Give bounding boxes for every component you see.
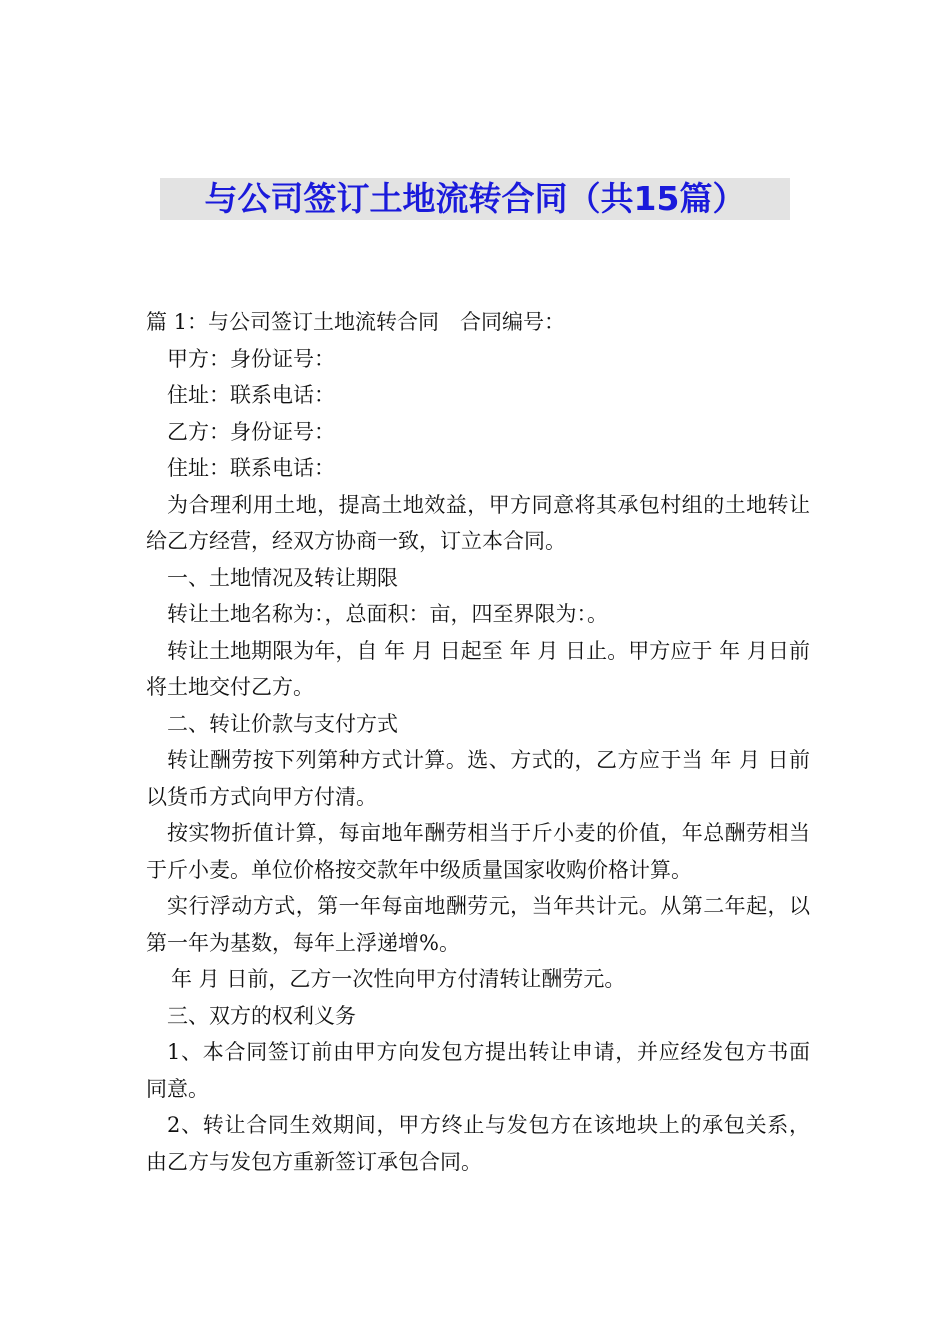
paragraph: 实行浮动方式，第一年每亩地酬劳元，当年共计元。从第二年起，以第一年为基数，每年上浮递增%。: [146, 894, 810, 955]
paragraph: 1、本合同签订前由甲方向发包方提出转让申请，并应经发包方书面同意。: [146, 1040, 810, 1101]
paragraph: 住址：联系电话：: [167, 383, 335, 407]
paragraph: 住址：联系电话：: [167, 456, 335, 480]
section-heading: 三、双方的权利义务: [167, 1003, 356, 1028]
document-title: 与公司签订土地流转合同（共15篇）: [204, 179, 746, 218]
paragraph: 转让土地期限为年，自 年 月 日起至 年 月 日止。甲方应于 年 月日前将土地交付乙方。: [146, 638, 810, 699]
paragraph: 2、转让合同生效期间，甲方终止与发包方在该地块上的承包关系，由乙方与发包方重新签订承包合同。: [146, 1113, 810, 1174]
paragraph: 年 月 日前，乙方一次性向甲方付清转让酬劳元。: [171, 967, 626, 991]
paragraph: 转让土地名称为：，总面积：亩，四至界限为：。: [167, 602, 608, 626]
paragraph: 篇 1：与公司签订土地流转合同 合同编号：: [146, 310, 566, 334]
paragraph: 按实物折值计算，每亩地年酬劳相当于斤小麦的价值，年总酬劳相当于斤小麦。单位价格按交款年中级质量国家收购价格计算。: [146, 821, 810, 882]
paragraph: 甲方：身份证号：: [167, 346, 335, 371]
section-heading: 二、转让价款与支付方式: [167, 711, 398, 736]
paragraph: 为合理利用土地，提高土地效益，甲方同意将其承包村组的土地转让给乙方经营，经双方协商一致，订立本合同。: [146, 492, 810, 553]
section-heading: 一、土地情况及转让期限: [167, 565, 398, 590]
paragraph: 转让酬劳按下列第种方式计算。选、方式的，乙方应于当 年 月 日前以货币方式向甲方付清。: [146, 748, 810, 809]
title-highlight: [160, 178, 790, 220]
paragraph: 乙方：身份证号：: [167, 419, 335, 444]
document-body: [146, 304, 810, 1180]
